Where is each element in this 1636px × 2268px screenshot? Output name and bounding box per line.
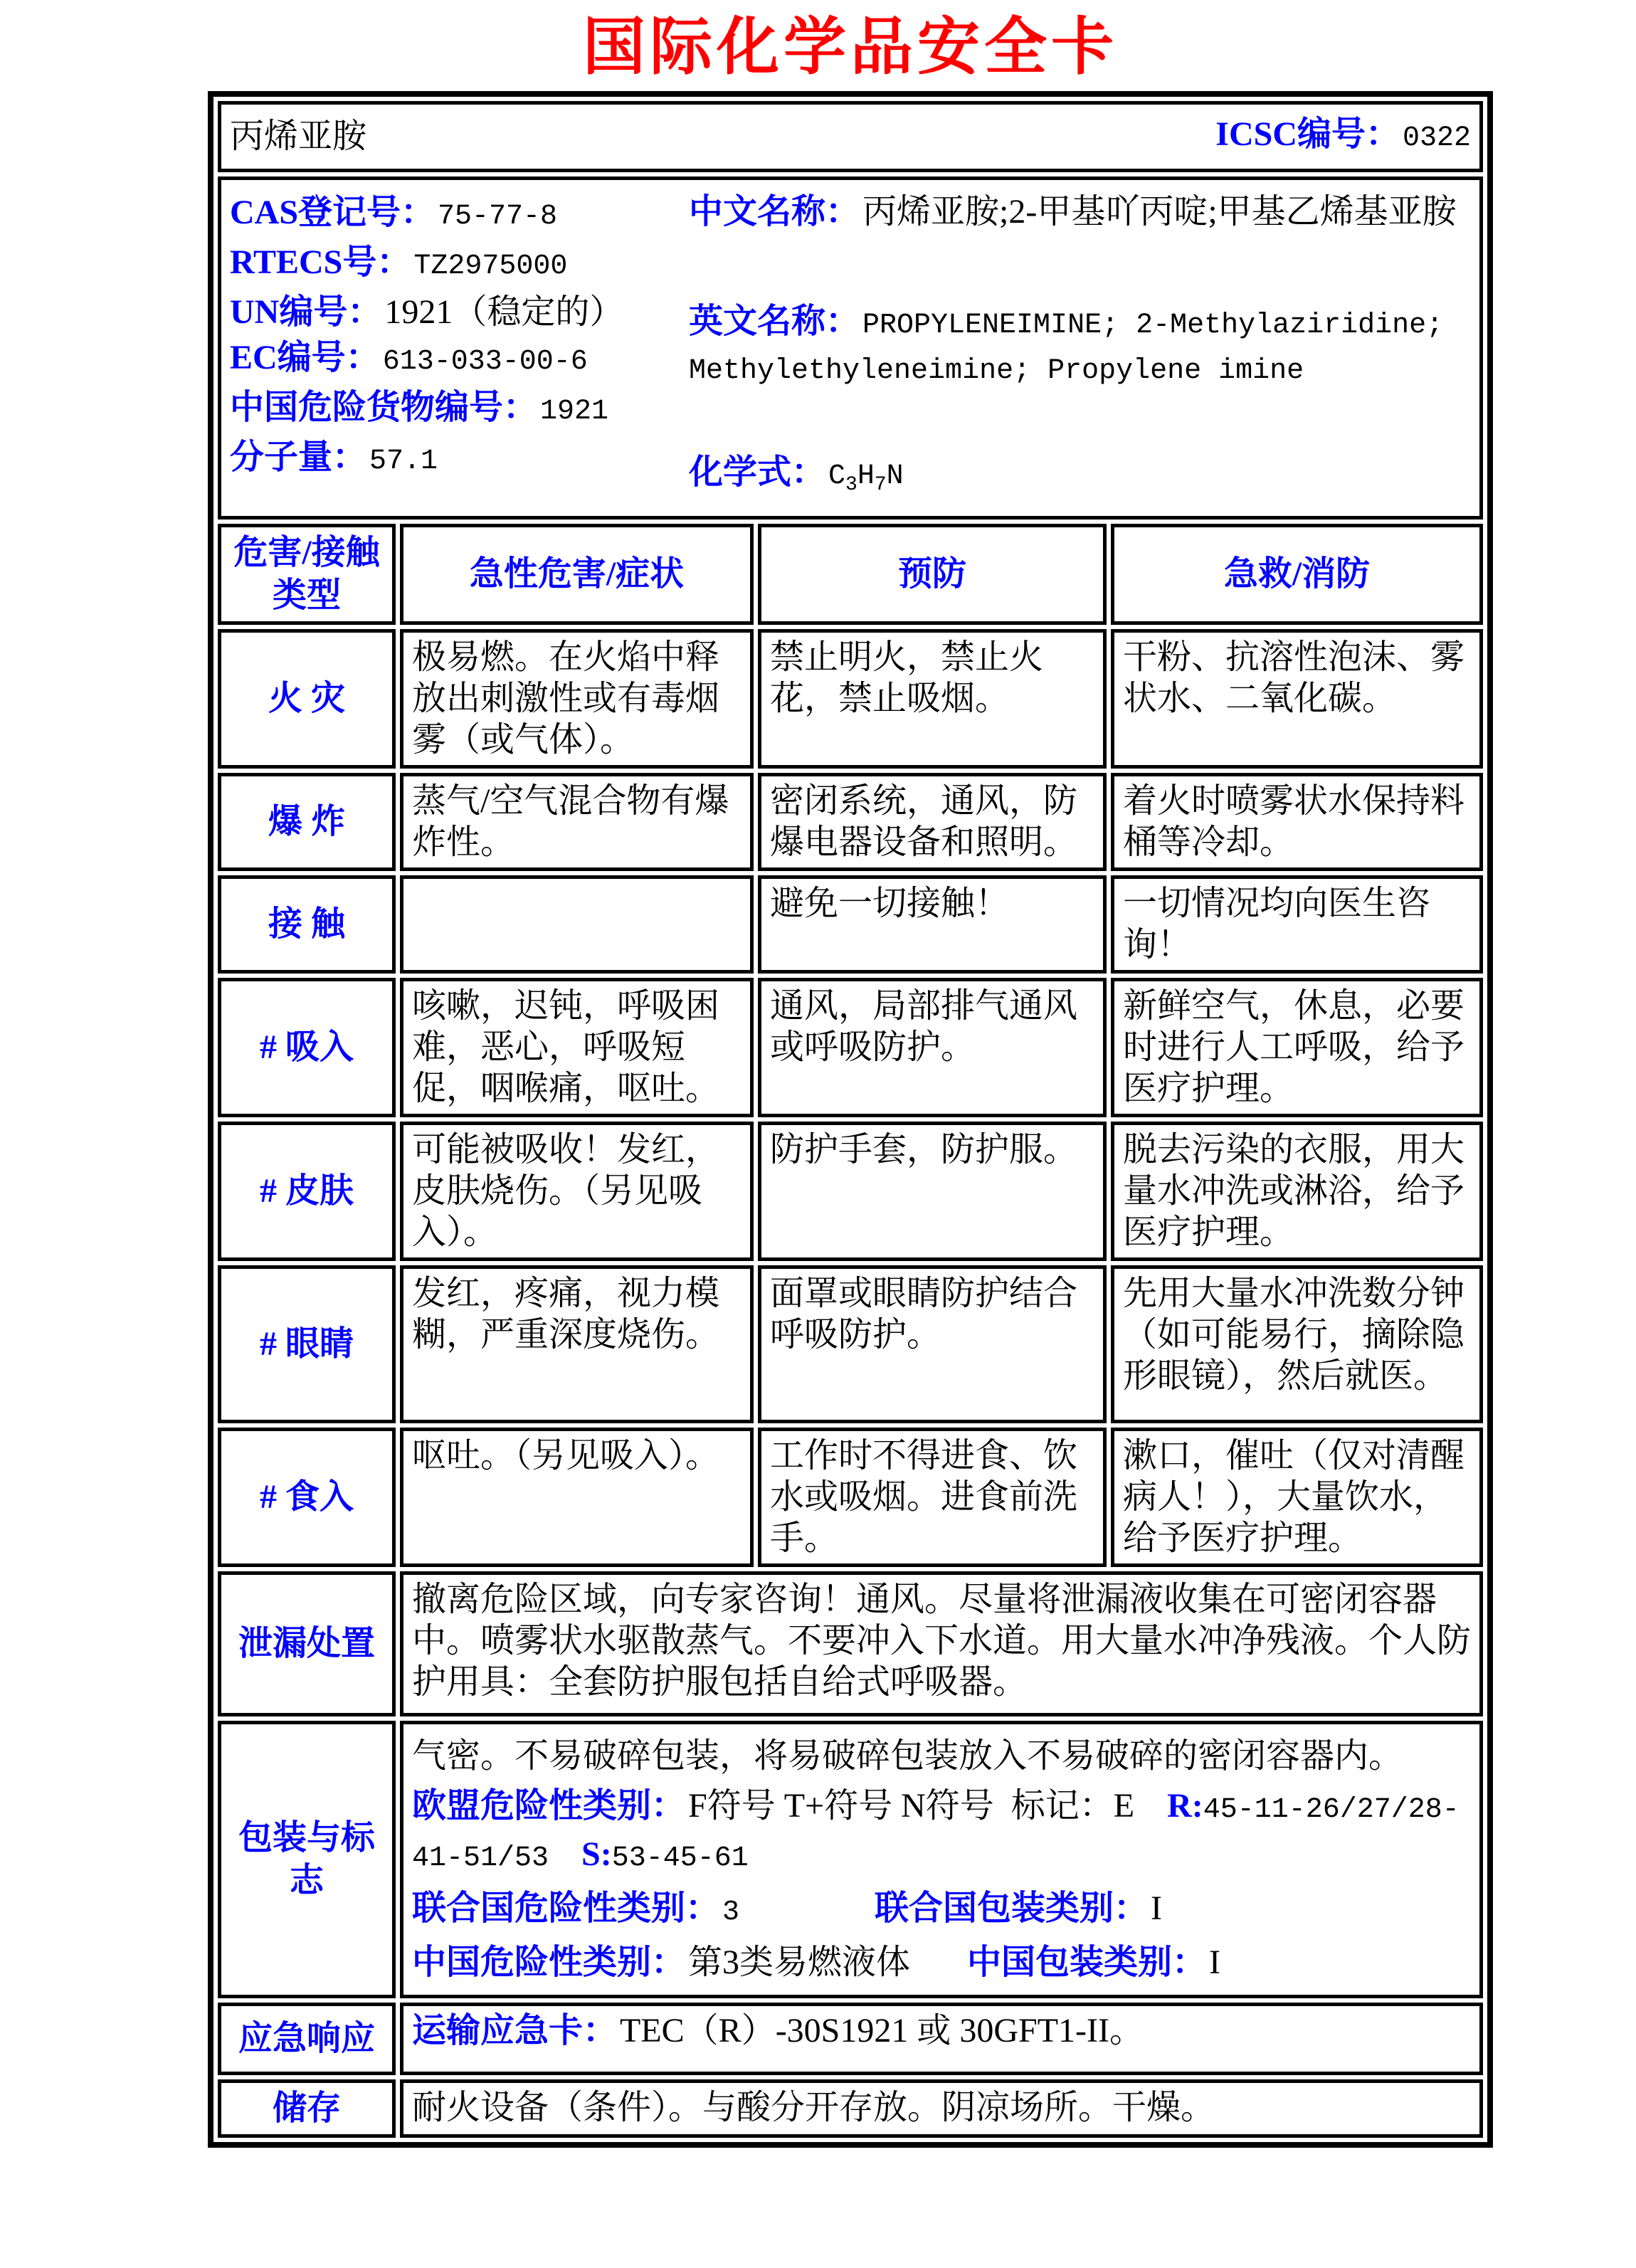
cas-number-row [230,190,689,240]
col-header-hazard-type: 危害/接触 类型 [218,524,396,625]
storage-content: 耐火设备（条件）。与酸分开存放。阴凉场所。干燥。 [400,2079,1483,2138]
un-number-value: 1921（稳定的） [384,293,624,331]
un-packing-group-label: 联合国包装类别： [875,1889,1149,1927]
ec-number-label: EC编号： [230,339,380,376]
molecular-weight-row [230,435,689,485]
un-number-row [230,290,689,335]
row-label-emergency-response: 应急响应 [218,2003,396,2075]
formula-value: $C_3H_7N$ [828,460,904,496]
col-header-prevention: 预防 [758,524,1107,625]
inhalation-symptoms: 咳嗽，迟钝，呼吸困难，恶心，呼吸短促，咽喉痛，呕吐。 [400,978,754,1117]
substance-header-row [218,101,1483,172]
skin-first-aid: 脱去污染的衣服，用大量水冲洗或淋浴，给予医疗护理。 [1111,1122,1483,1261]
explosion-first-aid: 着火时喷雾状水保持料桶等冷却。 [1111,773,1483,871]
r-phrases-label: R: [1167,1787,1203,1825]
rtecs-number-value: TZ2975000 [413,250,568,283]
rtecs-number-row [230,240,689,290]
english-name-value: PROPYLENEIMINE; 2-Methylaziridine; Methylethyleneimine; Propylene imine [689,310,1444,387]
transport-emergency-card-value: TEC（R）-30S1921 或 30GFT1-II。 [620,2012,1144,2050]
un-class-line [412,1887,1471,1935]
un-packing-group-value: I [1151,1889,1163,1927]
row-label-storage: 储存 [218,2079,396,2138]
un-number-label: UN编号： [230,293,382,331]
china-dg-number-row [230,385,689,435]
row-label-packaging: 包装与标志 [218,1721,396,1998]
un-hazard-class-label: 联合国危险性类别： [412,1889,720,1927]
ingestion-first-aid: 漱口，催吐（仅对清醒病人！），大量饮水，给予医疗护理。 [1111,1428,1483,1567]
formula-label: 化学式： [689,453,826,491]
row-label-skin: # 皮肤 [218,1122,396,1261]
page-title: 国际化学品安全卡 [582,14,1118,83]
packaging-content [400,1721,1483,1998]
name-block [689,190,1471,506]
safety-card [208,91,1493,2148]
english-name-label: 英文名称： [689,302,860,340]
molecular-weight-label: 分子量： [230,438,367,476]
row-label-inhalation: # 吸入 [218,978,396,1117]
china-dg-number-value: 1921 [540,396,609,428]
rtecs-number-label: RTECS号： [230,243,411,281]
formula-row [689,452,1471,506]
eu-hazard-class-value: F符号 T+符号 N符号 标记：E [688,1787,1135,1825]
substance-name: 丙烯亚胺 [230,117,367,155]
china-class-line [412,1941,1471,1985]
skin-prevention: 防护手套，防护服。 [758,1122,1107,1261]
china-dg-number-label: 中国危险货物编号： [230,389,538,426]
row-label-eyes: # 眼睛 [218,1265,396,1423]
chinese-name-row [689,191,1471,233]
s-phrases-value: 53-45-61 [611,1842,749,1874]
molecular-weight-value: 57.1 [369,445,438,478]
explosion-prevention: 密闭系统，通风，防爆电器设备和照明。 [758,773,1107,871]
china-hazard-class-value: 第3类易燃液体 [688,1943,911,1981]
chinese-name-value: 丙烯亚胺;2-甲基吖丙啶;甲基乙烯基亚胺 [862,193,1457,231]
fire-symptoms: 极易燃。在火焰中释放出刺激性或有毒烟雾（或气体）。 [400,629,754,769]
eyes-symptoms: 发红，疼痛，视力模糊，严重深度烧伤。 [400,1265,754,1423]
china-packing-group-label: 中国包装类别： [967,1943,1207,1981]
contact-prevention: 避免一切接触！ [758,875,1107,974]
col-header-symptoms: 急性危害/症状 [400,524,754,625]
cas-number-value: 75-77-8 [438,201,558,233]
explosion-symptoms: 蒸气/空气混合物有爆炸性。 [400,773,754,871]
ingestion-prevention: 工作时不得进食、饮水或吸烟。进食前洗手。 [758,1428,1107,1567]
packaging-line: 气密。不易破碎包装，将易破碎包装放入不易破碎的密闭容器内。 [412,1737,1403,1775]
s-phrases-label: S: [581,1835,612,1873]
row-label-spill-disposal: 泄漏处置 [218,1571,396,1716]
eyes-first-aid: 先用大量水冲洗数分钟（如可能易行，摘除隐形眼镜），然后就医。 [1111,1265,1483,1423]
contact-symptoms [400,875,754,974]
china-packing-group-value: I [1209,1943,1221,1981]
emergency-response-content [400,2003,1483,2075]
icsc-number-value: 0322 [1402,122,1471,154]
icsc-number-badge [1215,114,1471,159]
transport-emergency-card-label: 运输应急卡： [412,2012,618,2050]
eu-hazard-class-label: 欧盟危险性类别： [412,1787,686,1825]
un-hazard-class-value: 3 [722,1897,740,1929]
fire-prevention: 禁止明火，禁止火花，禁止吸烟。 [758,629,1107,769]
identifier-list [230,190,689,506]
row-label-explosion: 爆 炸 [218,773,396,871]
row-label-fire: 火 灾 [218,629,396,769]
r-phrases-value: 45-11-26/27/28-41-51/53 [412,1794,1460,1874]
ec-number-row [230,335,689,385]
eyes-prevention: 面罩或眼睛防护结合呼吸防护。 [758,1265,1107,1423]
inhalation-prevention: 通风，局部排气通风或呼吸防护。 [758,978,1107,1117]
spill-disposal-text: 撤离危险区域，向专家咨询！通风。尽量将泄漏液收集在可密闭容器中。喷雾状水驱散蒸气。不要冲入下水道。用大量水冲净残液。个人防护用具：全套防护服包括自给式呼吸器。 [400,1571,1483,1716]
contact-first-aid: 一切情况均向医生咨询！ [1111,875,1483,974]
icsc-number-label: ICSC编号： [1215,115,1400,153]
inhalation-first-aid: 新鲜空气，休息，必要时进行人工呼吸，给予医疗护理。 [1111,978,1483,1117]
eu-hazard-class-line [412,1784,1471,1881]
chinese-name-label: 中文名称： [689,193,860,231]
cas-number-label: CAS登记号： [230,194,436,231]
fire-first-aid: 干粉、抗溶性泡沫、雾状水、二氧化碳。 [1111,629,1483,769]
row-label-contact: 接 触 [218,875,396,974]
ingestion-symptoms: 呕吐。（另见吸入）。 [400,1428,754,1567]
col-header-first-aid: 急救/消防 [1111,524,1483,625]
english-name-row [689,301,1471,392]
china-hazard-class-label: 中国危险性类别： [412,1943,686,1981]
ec-number-value: 613-033-00-6 [382,346,588,378]
identifiers-section [218,176,1483,519]
row-label-ingestion: # 食入 [218,1428,396,1567]
skin-symptoms: 可能被吸收！发红，皮肤烧伤。（另见吸入）。 [400,1122,754,1261]
